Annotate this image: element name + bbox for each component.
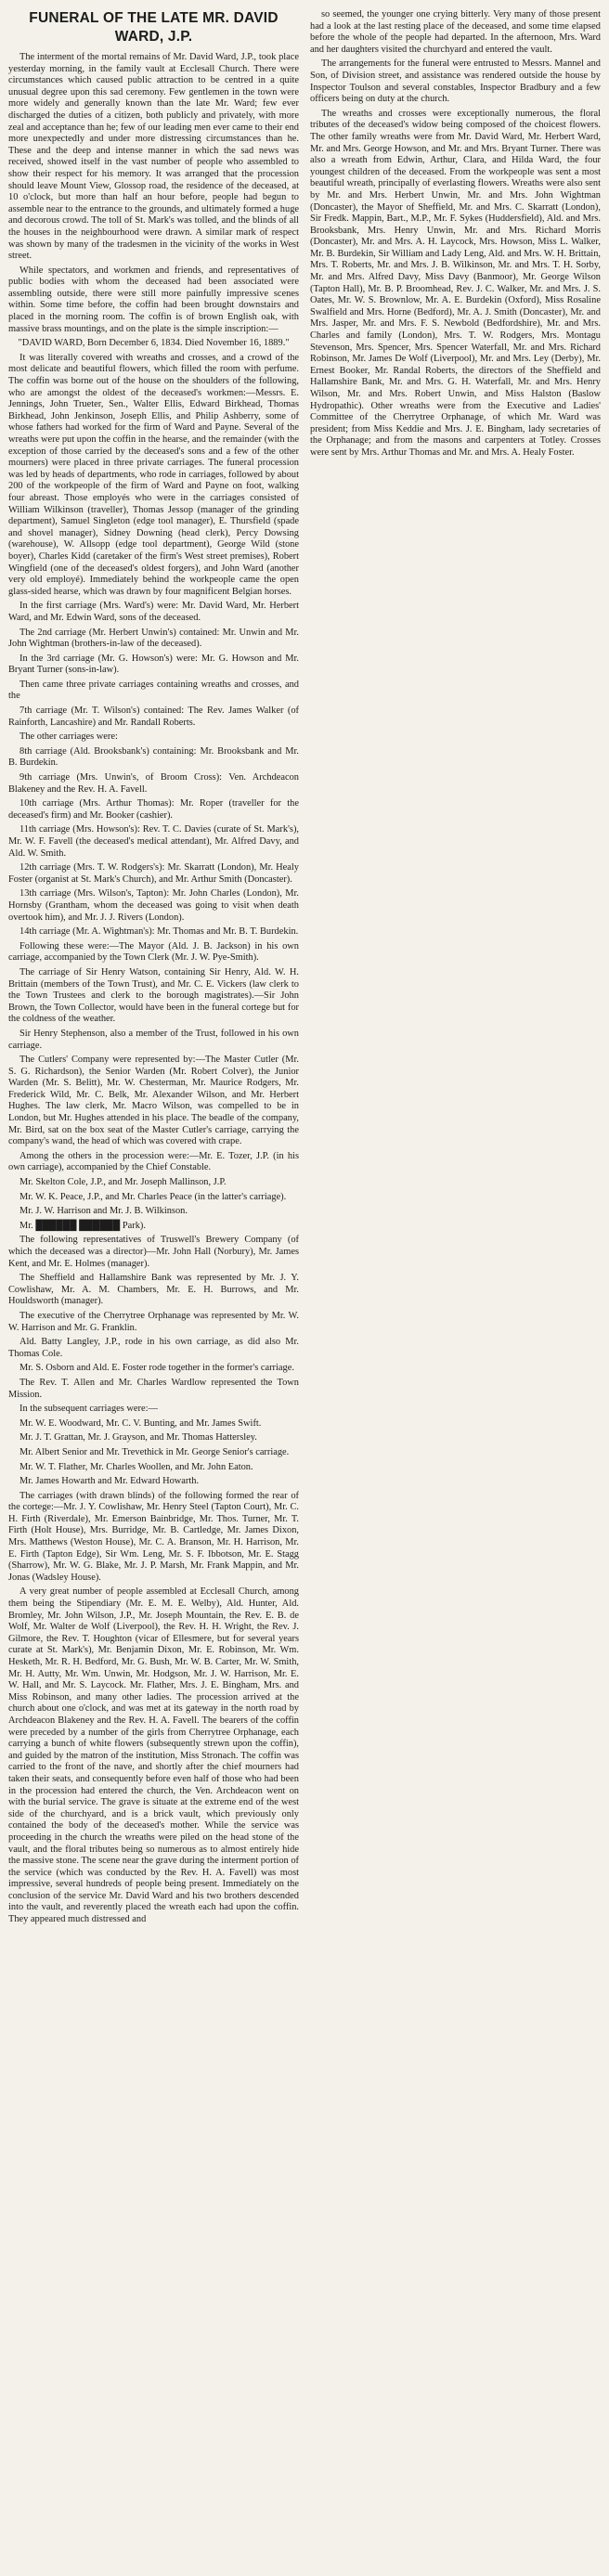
paragraph: It was literally covered with wreaths and crosses, and a crowd of the most delicate and beautiful flowers, which filled the room with perfume. The coffin was borne out of the house on the shoulders of the following, who are amongst the oldest of the deceased's workmen:—Messrs. E. Jennings, John Trueter, Sen., Walter Ellis, Edward Birkhead, Thomas Birkhead, John Jenkinson, Joseph Ellis, and Philip Ashberry, some of whose fathers had worked for the firm of Ward and Payne. Several of the wreaths were put upon the coffin in the hearse, and the remainder (with the exception of those carried by the deceased's sons and a few of the other mourners) were placed in three private carriages. The funeral procession was led by heads of departments, who rode in carriages, followed by about 200 of the workpeople of the firm of Ward and Payne on foot, walking four abreast. Those employés who were in the carriages consisted of William Wilkinson (traveller), Thomas Jessop (manager of the grinding department), Samuel Singleton (edge tool manager), E. Thursfield (spade and shovel manager), Sidney Downing (head clerk), Percy Dowsing (warehouse), W. Allsopp (edge tool department), George Wild (stone boyer), Charles Kidd (caretaker of the firm's West street premises), Robert Wingfield (one of the deceased's oldest forgers), and John Ward (another very old employé). Immediately behind the workpeople came the open glass-sided hearse, which was drawn by four magnificent Belgian horses. [8, 352, 299, 597]
article-columns [8, 9, 601, 1929]
paragraph: Then came three private carriages containing wreaths and crosses, and the [8, 679, 299, 702]
paragraph: Mr. James Howarth and Mr. Edward Howarth. [19, 1476, 200, 1487]
paragraph: The arrangements for the funeral were entrusted to Messrs. Mannel and Son, of Division street, and assistance was rendered outside the house by Inspector Toulson and several constables, Inspector Bradbury and a few officers being on duty at the church. [310, 58, 601, 105]
paragraph: 9th carriage (Mrs. Unwin's, of Broom Cross): Ven. Archdeacon Blakeney and the Rev. H. A. Favell. [8, 772, 299, 795]
headline: FUNERAL OF THE LATE MR. DAVID WARD, J.P. [29, 10, 279, 45]
paragraph: The carriages (with drawn blinds) of the following formed the rear of the cortege:—Mr. J. Y. Cowlishaw, Mr. Henry Steel (Tapton Court), Mr. C. H. Firth (Riverdale), Mr. Emerson Bainbridge, Mr. Thos. Turner, Mr. T. Firth (Holt House), Mrs. Burridge, Mr. B. Cartledge, Mr. James Dixon, Mrs. Matthews (Weston House), Mr. C. A. Branson, Mr. H. Harrison, Mr. E. Firth (Tapton Edge), Sir Wm. Leng, Mr. S. F. Ibbotson, Mr. E. Stagg (Sharrow), Mr. W. G. Blake, Mr. J. P. Marsh, Mr. Frank Mappin, and Mr. Jonas (Wadsley House). [8, 1490, 299, 1583]
paragraph: Mr. W. T. Flather, Mr. Charles Woollen, and Mr. John Eaton. [19, 1461, 253, 1472]
paragraph: 10th carriage (Mrs. Arthur Thomas): Mr. Roper (traveller for the deceased's firm) and Mr. Booker (cashier). [8, 798, 299, 821]
paragraph: The executive of the Cherrytree Orphanage was represented by Mr. W. W. Harrison and Mr. G. Franklin. [8, 1310, 299, 1333]
paragraph: The carriage of Sir Henry Watson, containing Sir Henry, Ald. W. H. Brittain (members of the Town Trust), and Mr. C. E. Vickers (law clerk to the Town Trustees and clerk to the borough magistrates).—Sir John Brown, the Town Collector, would have been in the funeral cortege but for the coldness of the weather. [8, 966, 299, 1025]
paragraph: The wreaths and crosses were exceptionally numerous, the floral tributes of the deceased's widow being composed of the choicest flowers. The other family wreaths were from Mr. David Ward, Mr. Herbert Ward, Mr. and Mrs. George Howson, and Mr. and Mrs. Bryant Turner. There was also a wreath from Edwin, Arthur, Clara, and Hilda Ward, the four youngest children of the deceased. From the workpeople was sent a most beautiful wreath, principally of everlasting flowers. Wreaths were also sent by Mr. and Mrs. Herbert Unwin, Mr. and Mrs. John Wightman (Doncaster), the Mayor of Sheffield, Mr. and Mrs. C. Skarratt (London), Sir Fredk. Mappin, Bart., M.P., Mr. F. Sykes (Huddersfield), Ald. and Mrs. Brooksbank, Mrs. Henry Unwin, Mr. and Mrs. Richard Morris (Doncaster), Mr. and Mrs. A. H. Laycock, Mrs. Howson, Miss L. Walker, Mr. B. Burdekin, Sir William and Lady Leng, Ald. and Mrs. W. H. Brittain, Mrs. T. Roberts, Mr. and Mrs. J. B. Wilkinson, Mr. and Mrs. T. H. Sorby, Mr. and Mrs. Alfred Davy, Miss Davy (Banmoor), Mr. George Wilson (Tapton Hall), Mr. B. P. Broomhead, Rev. J. C. Walker, Mr. and Mrs. J. S. Oates, Mr. W. S. Brownlow, Mr. A. E. Burdekin (Oxford), Miss Rosaline Swalfield and Mrs. Horne (Bedford), Mr. A. J. Smith (Doncaster), Mr. and Mrs. Jasper, Mr. and Mrs. F. S. Newbold (Bedfordshire), Mr. and Mrs. Charles and family (London), Mrs. T. W. Rodgers, Mrs. Montagu Stevenson, Mrs. Spencer, Mrs. Spencer Waterfall, Mr. and Mrs. Richard Robinson, Mr. James De Wolf (Liverpool), Mr. and Mrs. Ley (Derby), Mr. Ernest Booker, Mr. Randal Roberts, the directors of the Sheffield and Hallamshire Bank, Mr. and Mrs. G. H. Waterfall, Mr. and Mrs. Henry Wilson, Mr. and Mrs. Robert Unwin, and Miss Halston (Baslow Hydropathic). Other wreaths were from the Executive and Ladies' Committee of the Cherrytree Orphanage, of which Mr. Ward was president; from Miss Keddie and Mrs. J. E. Bingham, lady secretaries of the Orphanage; and from the masons and carpenters at Totley. Crosses were sent by Mrs. Arthur Thomas and Mr. and Mrs. A. Healy Foster. [310, 108, 601, 458]
paragraph: The following representatives of Truswell's Brewery Company (of which the deceased was a director)—Mr. John Hall (Norbury), Mr. James Kent, and Mr. E. Holmes (manager). [8, 1235, 299, 1269]
column-left-body [8, 52, 299, 1926]
paragraph: Following these were:—The Mayor (Ald. J. B. Jackson) in his own carriage, accompanied by the Town Clerk (Mr. J. W. Pye-Smith). [8, 940, 299, 964]
paragraph: Mr. Skelton Cole, J.P., and Mr. Joseph Mallinson, J.P. [19, 1177, 227, 1188]
paragraph: Among the others in the procession were:—Mr. E. Tozer, J.P. (in his own carriage), accompanied by the Chief Constable. [8, 1150, 299, 1173]
paragraph: The other carriages were: [19, 731, 118, 743]
paragraph: Ald. Batty Langley, J.P., rode in his own carriage, as did also Mr. Thomas Cole. [8, 1337, 299, 1359]
paragraph: 14th carriage (Mr. A. Wightman's): Mr. Thomas and Mr. B. T. Burdekin. [19, 926, 299, 938]
paragraph: The 2nd carriage (Mr. Herbert Unwin's) contained: Mr. Unwin and Mr. John Wightman (brothers-in-law of the deceased). [8, 627, 299, 650]
paragraph: Sir Henry Stephenson, also a member of the Trust, followed in his own carriage. [8, 1028, 299, 1051]
paragraph: "DAVID WARD, Born December 6, 1834. Died November 16, 1889." [18, 338, 290, 349]
paragraph: Mr. Albert Senior and Mr. Trevethick in Mr. George Senior's carriage. [19, 1446, 290, 1457]
paragraph: 7th carriage (Mr. T. Wilson's) contained: The Rev. James Walker (of Rainforth, Lancashire) and Mr. Randall Roberts. [8, 705, 299, 728]
paragraph: In the 3rd carriage (Mr. G. Howson's) were: Mr. G. Howson and Mr. Bryant Turner (sons-in-law). [8, 653, 299, 676]
paragraph: Mr. J. W. Harrison and Mr. J. B. Wilkinson. [19, 1206, 188, 1217]
paragraph: Mr. W. E. Woodward, Mr. C. V. Bunting, and Mr. James Swift. [19, 1417, 262, 1429]
paragraph: The interment of the mortal remains of Mr. David Ward, J.P., took place yesterday morning, in the family vault at Ecclesall Church. There were circumstances which caused public attraction to be centred in a quite unusual degree upon this sad ceremony. Few gentlemen in the town were more widely and generally known than the late Mr. Ward; few ever discharged the duties of a citizen, both publicly and privately, with more zeal and acceptance than he; few of our leading men ever came to their end more unexpectedly and under more distressing circumstances than he. These and the deep and intense manner in which the sad news was received, showed itself in the vast number of people who assembled to show their respect for his memory. It was arranged that the procession should leave Mount View, Glossop road, the residence of the deceased, at 10 o'clock, but more than half an hour before, people had begun to assemble near to the entrance to the grounds, and ultimately formed a huge and decorous crowd. The toll of St. Mark's was tolled, and the blinds of all the houses in the neighbourhood were drawn. A similar mark of respect was shown by many of the tradesmen in the vicinity of the works in West street. [8, 52, 299, 262]
paragraph: While spectators, and workmen and friends, and representatives of public bodies with whom the deceased had been associated were assembling outside, there were still more painfully impressive scenes within. Some time before, the coffin had been brought downstairs and placed in the morning room. The coffin is of brown English oak, with massive brass mountings, and on the plate is the simple inscription:— [8, 265, 299, 334]
paragraph: 12th carriage (Mrs. T. W. Rodgers's): Mr. Skarratt (London), Mr. Healy Foster (organist at St. Mark's Church), and Mr. Arthur Smith (Doncaster). [8, 862, 299, 885]
column-left [8, 9, 299, 1929]
paragraph: Mr. ██████ ██████ Park). [19, 1220, 146, 1231]
paragraph: The Rev. T. Allen and Mr. Charles Wardlow represented the Town Mission. [8, 1377, 299, 1400]
paragraph: Mr. S. Osborn and Ald. E. Foster rode together in the former's carriage. [19, 1363, 294, 1374]
paragraph: Mr. W. K. Peace, J.P., and Mr. Charles Peace (in the latter's carriage). [19, 1191, 287, 1202]
column-right [310, 9, 601, 462]
paragraph: Mr. J. T. Grattan, Mr. J. Grayson, and Mr. Thomas Hattersley. [19, 1432, 257, 1443]
paragraph: The Sheffield and Hallamshire Bank was represented by Mr. J. Y. Cowlishaw, Mr. A. M. Chambers, Mr. E. H. Burrows, and Mr. Houldsworth (manager). [8, 1273, 299, 1307]
paragraph: In the first carriage (Mrs. Ward's) were: Mr. David Ward, Mr. Herbert Ward, and Mr. Edwin Ward, sons of the deceased. [8, 601, 299, 623]
paragraph: 8th carriage (Ald. Brooksbank's) containing: Mr. Brooksbank and Mr. B. Burdekin. [8, 745, 299, 769]
paragraph: A very great number of people assembled at Ecclesall Church, among them being the Stipendiary (Mr. E. M. E. Welby), Ald. Hunter, Ald. Bromley, Mr. John Wilson, J.P., Mr. Joseph Mountain, the Rev. E. B. de Wolf, Mr. Walter de Wolf (Liverpool), the Rev. H. H. Wright, the Rev. J. Gilmore, the Rev. T. Houghton (vicar of Ellesmere, but for several years curate at St. Mark's), Mr. Benjamin Dixon, Mr. E. Robinson, Mr. Wm. Hesketh, Mr. R. H. Bedford, Mr. G. Bush, Mr. W. B. Carter, Mr. W. Smith, Mr. H. Autty, Mr. Wm. Unwin, Mr. Hodgson, Mr. J. W. Harrison, Mr. E. W. Hall, and Mr. S. Laycock. Mr. Flather, Mrs. J. E. Bingham, Mrs. and Miss Robinson, and many other ladies. The procession arrived at the church about one o'clock, and was met at its gateway in the north road by Archdeacon Blakeney and the Rev. H. A. Favell. The bearers of the coffin were preceded by a number of the girls from Cherrytree Orphanage, each carrying a bunch of white flowers (subsequently strewn upon the coffin), and guided by the matron of the institution, Miss Stronach. The coffin was carried to the front of the nave, and shortly after the chief mourners had taken their seats, and consequently before even half of those who had been in the procession had entered the church, the Ven. Archdeacon went on with the burial service. The grave is situate at the extreme end of the west side of the churchyard, and is a brick vault, which previously only contained the body of the deceased's mother. While the service was proceeding in the church the wreaths were piled on the head stone of the vault, and the floral tributes being so numerous as to almost entirely hide the massive stone. The scene near the grave during the interment portion of the service (which was conducted by the Rev. H. A. Favell) was most impressive, several hundreds of people being present. Immediately on the conclusion of the service Mr. David Ward and his two brothers descended into the vault, and reverently placed the wreath each had upon the coffin. They appeared much distressed and [8, 1586, 299, 1925]
paragraph: so seemed, the younger one crying bitterly. Very many of those present had a look at the last resting place of the deceased, and some time elapsed before the whole of the people had departed. In the afternoon, Mrs. Ward and her daughters visited the churchyard and entered the vault. [310, 9, 601, 55]
column-right-body [310, 9, 601, 460]
paragraph: 11th carriage (Mrs. Howson's): Rev. T. C. Davies (curate of St. Mark's), Mr. W. F. Favell (the deceased's medical attendant), Mr. Alfred Davy, and Ald. W. Smith. [8, 824, 299, 859]
paragraph: 13th carriage (Mrs. Wilson's, Tapton): Mr. John Charles (London), Mr. Hornsby (Grantham, whom the deceased was going to visit when death overtook him), and Mr. J. J. Rivers (London). [8, 888, 299, 923]
paragraph: The Cutlers' Company were represented by:—The Master Cutler (Mr. S. G. Richardson), the Senior Warden (Mr. Robert Colver), the Junior Warden (Mr. S. Belitt), Mr. W. Chesterman, Mr. Maurice Rodgers, Mr. Frederick Wild, Mr. C. Belk, Mr. Alexander Wilson, and Mr. Herbert Hughes. The law clerk, Mr. Macro Wilson, was compelled to be in London, but Mr. Hughes attended in his place. The beadle of the company, Mr. Bird, sat on the box seat of the Master Cutler's carriage, carrying the company's wand, the head of which was covered with crape. [8, 1055, 299, 1147]
paragraph: In the subsequent carriages were:— [19, 1404, 158, 1415]
